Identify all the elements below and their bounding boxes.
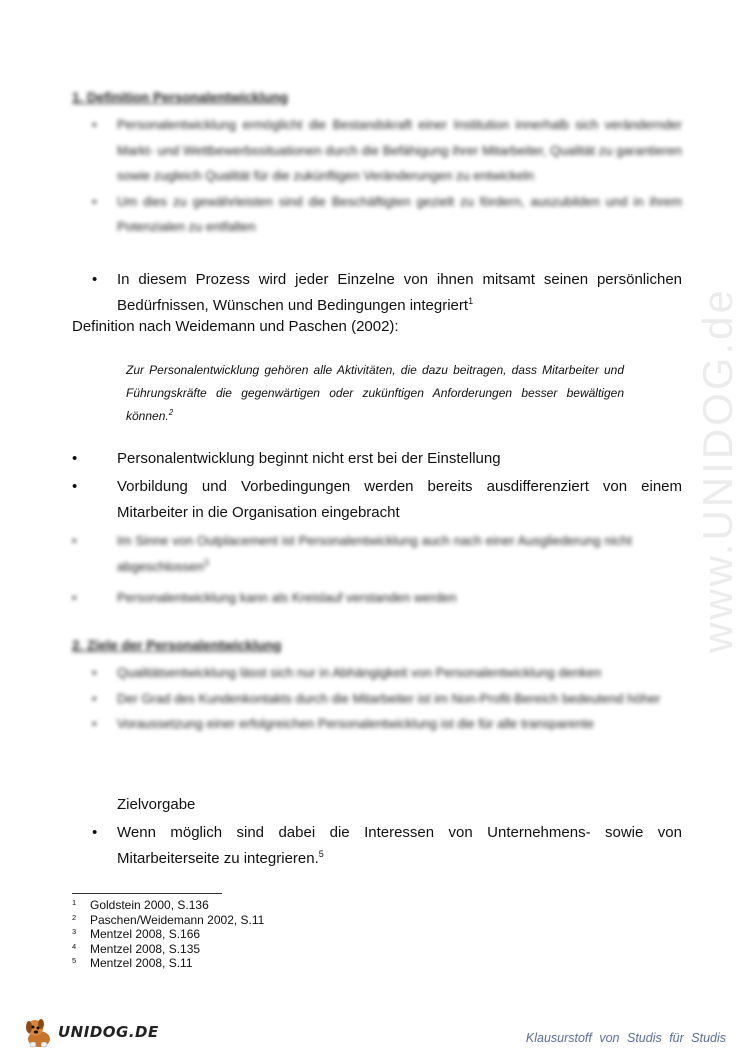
section-1-blurred-list [92,112,682,240]
footnote-ref: 5 [318,849,324,859]
definition-list-blurred [72,528,632,611]
section-2-list [92,820,682,874]
section-1-heading: 1. Definition Personalentwicklung [72,90,289,105]
footnote-divider [72,893,222,894]
footnote: 2 Paschen/Weidemann 2002, S.11 [72,912,265,927]
bullet-icon: • [72,533,77,548]
footnotes [72,898,264,971]
footnote-ref: 1 [468,296,474,306]
dog-icon [22,1015,56,1049]
bullet-icon: • [92,716,97,731]
footer-slogan: Klausurstoff von Studis für Studis [525,1031,726,1045]
definition-list [72,446,682,528]
list-item: • Personalentwicklung beginnt nicht erst bei der Einstellung [72,446,682,472]
bullet-icon: • [92,665,97,680]
bullet-icon: • [72,478,78,495]
unidog-logo[interactable] [22,1014,159,1050]
footnote: 1 Goldstein 2000, S.136 [72,898,209,912]
list-item: • Um dies zu gewährleisten sind die Beschäftigten gezielt zu fördern, auszubilden und in ihrem Potenzialen zu entfalten [92,189,682,240]
bullet-icon: • [72,450,78,467]
list-item: • Personalentwicklung kann als Kreislauf verstanden werden [72,585,632,611]
list-item: • Im Sinne von Outplacement ist Personalentwicklung auch nach einer Ausgliederung nicht abgeschlossen$^3$ [72,528,632,579]
definition-intro: Definition nach Weidemann und Paschen (2002): [72,318,399,335]
partial-bullet-continuation: Zielvorgabe [117,796,196,813]
footnote: 3 Mentzel 2008, S.166 [72,927,201,942]
watermark: www.UNIDOG.de [694,287,741,653]
section-2-heading: 2. Ziele der Personalentwicklung [72,638,282,653]
bullet-icon: • [92,193,97,209]
list-item: • Vorbildung und Vorbedingungen werden bereits ausdifferenziert von einem Mitarbeiter in die Organisation eingebracht [72,474,682,526]
footnote: 4 Mentzel 2008, S.135 [72,941,201,956]
bullet-icon: • [92,117,97,132]
logo-text: UNIDOG.DE [58,1023,159,1041]
section-1-list [92,267,682,321]
bullet-icon: • [92,690,97,706]
list-item: • Personalentwicklung ermöglicht die Bestandskraft einer Institution innerhalb sich verändernder Markt- und Wettbewerbssituationen durch die Befähigung ihrer Mitarbeiter, Qualität zu garantieren sowie zugleich Qualität für die zukünftigen Veränderungen zu entwickeln [92,112,682,189]
list-item: • Wenn möglich sind dabei die Interessen von Unternehmens- sowie von Mitarbeiterseite zu integrieren.$^5$ [92,820,682,872]
footnote-ref: 3 [203,557,209,568]
section-2-blurred-list [92,660,682,737]
list-item: • Qualitätsentwicklung lässt sich nur in Abhängigkeit von Personalentwicklung denken [92,660,682,686]
bullet-icon: • [72,590,77,605]
footnote: 5 Mentzel 2008, S.11 [72,956,193,971]
footnote-ref: 2 [168,408,174,417]
list-item: • Der Grad des Kundenkontakts durch die Mitarbeiter ist im Non-Profit-Bereich bedeutend höher [92,686,682,712]
list-item: • Voraussetzung einer erfolgreichen Personalentwicklung ist die für alle transparente [92,711,682,737]
list-item: • In diesem Prozess wird jeder Einzelne von ihnen mitsamt seinen persönlichen Bedürfnissen, Wünschen und Bedingungen integriert$^1$ [92,267,682,319]
bullet-icon: • [92,824,98,841]
definition-quote: Zur Personalentwicklung gehören alle Aktivitäten, die dazu beitragen, dass Mitarbeiter und Führungskräfte die gegenwärtigen oder zukünftigen Anforderungen besser bewältigen können.$^2$ [126,363,624,423]
bullet-icon: • [92,271,98,288]
